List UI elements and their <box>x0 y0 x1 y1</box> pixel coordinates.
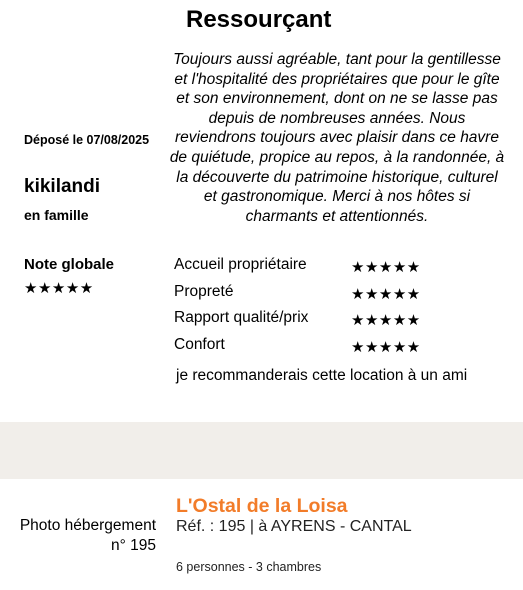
listing-name-link[interactable]: L'Ostal de la Loisa <box>176 495 348 517</box>
rating-label: Propreté <box>174 282 234 300</box>
review-comment: Toujours aussi agréable, tant pour la gentillesse et l'hospitalité des propriétaires que pour le gîte et son environnement, dont on ne se lasse pas depuis de nombreuses années. Nous reviendrons toujours avec plaisir dans ce havre de quiétude, propice au repos, à la randonnée, à la découverte du patrimoine historique, culturel et gastronomique. Merci à nos hôtes si charmants et attentionnés. <box>169 51 505 225</box>
overall-rating-stars-icon: ★★★★★ <box>24 280 94 297</box>
rating-stars-icon: ★★★★★ <box>351 285 421 303</box>
recommendation-text: je recommanderais cette location à un ami <box>176 367 468 384</box>
rating-label: Confort <box>174 335 225 353</box>
review-date: Déposé le 07/08/2025 <box>24 133 150 147</box>
section-divider-band <box>0 422 523 479</box>
reviewer-name: kikilandi <box>24 176 101 197</box>
photo-label-line: Photo hébergement <box>19 517 156 534</box>
rating-list <box>174 256 504 362</box>
listing-reference: Réf. : 195 | à AYRENS - CANTAL <box>176 518 412 535</box>
overall-rating-label: Note globale <box>24 256 115 273</box>
listing-photo-placeholder[interactable] <box>0 516 156 555</box>
rating-stars-icon: ★★★★★ <box>351 259 421 276</box>
rating-row <box>174 283 504 310</box>
photo-label-line: n° 195 <box>111 536 156 554</box>
rating-row <box>174 336 504 363</box>
listing-capacity: 6 personnes - 3 chambres <box>176 560 322 574</box>
travel-type: en famille <box>24 207 89 223</box>
rating-stars-icon: ★★★★★ <box>351 338 421 356</box>
rating-label: Accueil propriétaire <box>174 256 307 273</box>
review-title: Ressourçant <box>186 6 332 33</box>
rating-stars-icon: ★★★★★ <box>351 312 421 329</box>
rating-row <box>174 309 504 336</box>
rating-row <box>174 256 504 283</box>
rating-label: Rapport qualité/prix <box>174 309 309 326</box>
